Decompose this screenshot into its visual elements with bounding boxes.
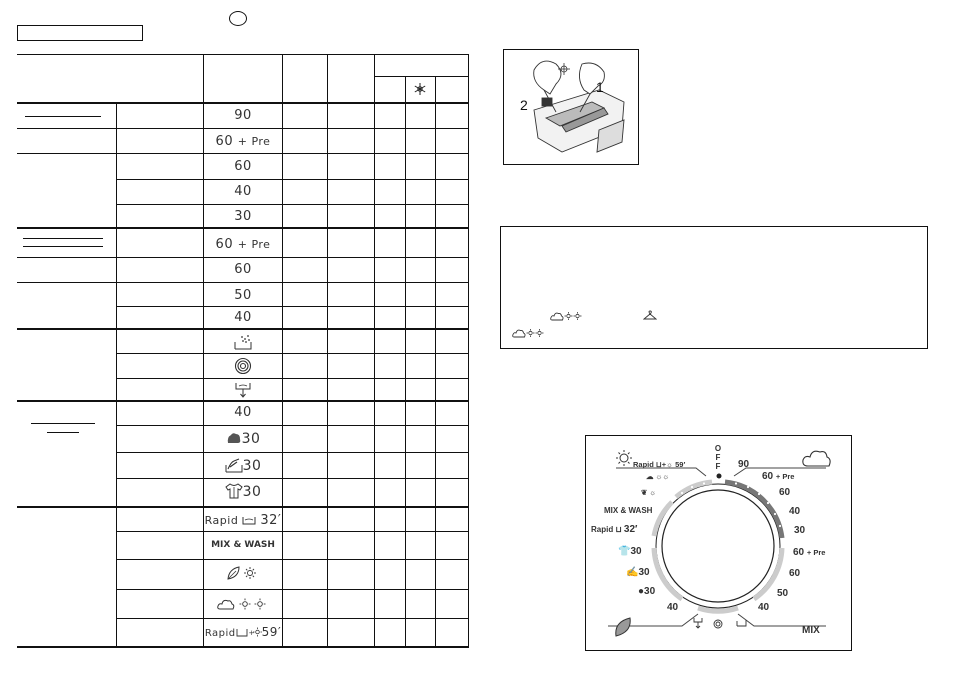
- col-rule-6: [405, 76, 406, 647]
- cloud-sun-icon: [217, 596, 269, 612]
- drain-icon: [235, 381, 251, 399]
- programme-cell: [204, 596, 282, 616]
- dial-90-label: 90: [738, 459, 750, 470]
- dial-hand-label: ✍30: [626, 567, 650, 578]
- col-rule-7: [435, 76, 436, 647]
- dial-mix-60-label: 60: [789, 568, 801, 579]
- shirt-icon: [225, 483, 243, 499]
- dial-30-label: 30: [794, 525, 806, 536]
- programme-cell: Rapid + 59′: [204, 625, 282, 639]
- programme-cell: MIX & WASH: [211, 540, 275, 550]
- hand-wash-icon: [225, 457, 243, 473]
- compartment-2-label: 2: [520, 97, 528, 113]
- dial-mix-40-label: 40: [758, 602, 770, 613]
- dial-60pre-label: 60 + Pre: [762, 471, 795, 482]
- detergent-drawer-illustration: [503, 49, 639, 165]
- hanger-icon: [643, 310, 657, 320]
- tub-icon: [242, 515, 256, 525]
- programme-cell: 60: [234, 159, 252, 174]
- dial-rapid32-label: Rapid ⊔ 32′: [591, 524, 638, 535]
- programme-cell: [204, 565, 282, 585]
- programme-cell: 90: [234, 108, 252, 123]
- dial-60-label: 60: [779, 487, 791, 498]
- programme-cell: 40: [234, 184, 252, 199]
- dial-mix-60pre-label: 60 + Pre: [793, 547, 826, 558]
- dial-50-label: 50: [777, 588, 789, 599]
- programme-cell: 60 + Pre: [215, 134, 271, 149]
- programme-cell: 40: [234, 310, 252, 325]
- svg-text:+: +: [248, 629, 255, 637]
- header-bottom-rule: [17, 102, 469, 104]
- programme-cell: 60: [234, 262, 252, 277]
- dial-shirt-label: 👕30: [618, 546, 642, 557]
- programme-cell: 40: [234, 405, 252, 420]
- cloud-sun-icon: [550, 310, 582, 321]
- dial-leaf-label: ❦ ☼: [641, 488, 657, 497]
- dial-cloud-label: ☁ ☼☼: [646, 472, 670, 481]
- programme-table: [17, 0, 469, 660]
- programme-cell: 30: [204, 431, 282, 447]
- cloud-sun-icon: [512, 327, 544, 338]
- col-rule-1: [116, 102, 117, 647]
- spin-icon: [234, 357, 252, 375]
- off-label: OFF: [713, 444, 723, 471]
- programme-cell: 60 + Pre: [215, 237, 271, 252]
- info-box: [500, 226, 928, 349]
- programme-cell: 30: [204, 457, 282, 474]
- dial-40r-label: 40: [789, 506, 801, 517]
- tub-plus-sun-icon: [236, 627, 262, 637]
- dial-mix-wash-label: MIX & WASH: [604, 506, 653, 515]
- programme-cell: Rapid 32′: [204, 513, 282, 528]
- wool-icon: [226, 431, 242, 445]
- programme-dial: [585, 435, 852, 651]
- leaf-sun-icon: [226, 565, 260, 581]
- programme-cell: 30: [204, 483, 282, 500]
- snowflake-icon: [413, 82, 427, 96]
- dial-wool-label: ●30: [638, 586, 656, 597]
- dial-mix-label: MIX: [802, 625, 820, 636]
- compartment-1-label: 1: [596, 79, 604, 95]
- rinse-icon: [233, 333, 253, 351]
- dial-40-label: 40: [667, 602, 679, 613]
- programme-cell: 50: [234, 288, 252, 303]
- dial-rapid59-label: Rapid ⊔+☼ 59′: [633, 460, 686, 469]
- table-top-rule: [17, 54, 469, 55]
- header-subrule: [374, 76, 469, 77]
- programme-cell: 30: [234, 209, 252, 224]
